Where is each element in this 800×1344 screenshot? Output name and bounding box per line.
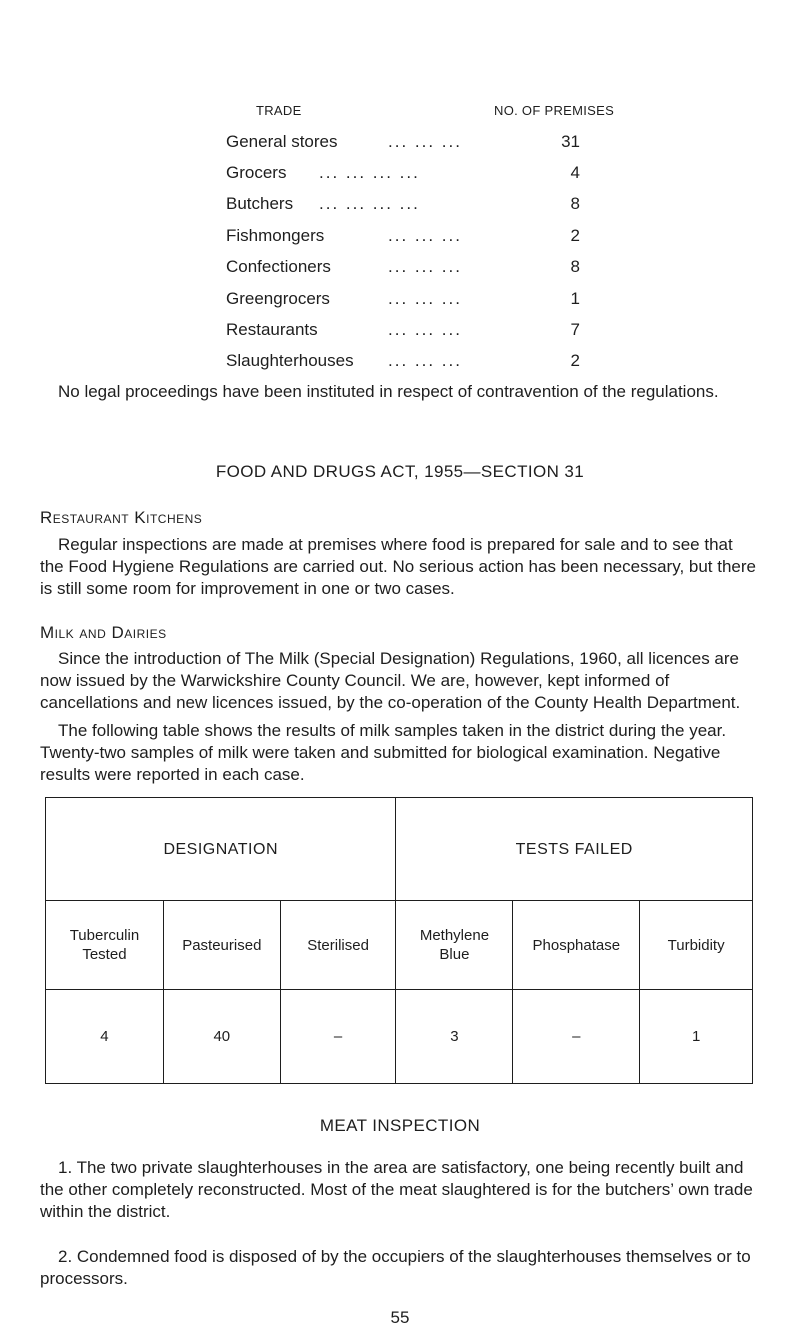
leader-dots: ... ... ... [388, 351, 462, 370]
phosphatase-value: – [513, 990, 640, 1084]
table-group-header-row [46, 798, 753, 901]
trade-row-count: 2 [570, 226, 580, 245]
trade-row-count: 4 [570, 163, 580, 182]
trade-row-count: 8 [570, 257, 580, 276]
premises-count-header: NO. OF PREMISES [494, 103, 615, 118]
methylene-blue-value: 3 [396, 990, 513, 1084]
trade-row-label: Restaurants [226, 320, 318, 339]
meat-item-2 [40, 1246, 760, 1290]
turbidity-value: 1 [640, 990, 753, 1084]
meat-item-2-text: 2. Condemned food is disposed of by the occupiers of the slaughterhouses themselves or to processors. [40, 1247, 751, 1288]
act-heading: FOOD AND DRUGS ACT, 1955—SECTION 31 [215, 462, 585, 481]
table-row [46, 990, 753, 1084]
leader-dots: ... ... ... [388, 257, 462, 276]
trade-row-label: Grocers [226, 163, 287, 182]
leader-dots: ... ... ... ... [319, 163, 420, 182]
sterilised-header: Sterilised [280, 901, 396, 990]
designation-group-header: DESIGNATION [46, 798, 396, 901]
tuberculin-tested-value: 4 [46, 990, 164, 1084]
trade-row-count: 8 [570, 194, 580, 213]
proceedings-note [40, 381, 760, 403]
tuberculin-tested-header: Tuberculin Tested [46, 901, 164, 990]
leader-dots: ... ... ... [388, 320, 462, 339]
trade-row-label: Confectioners [226, 257, 331, 276]
turbidity-header: Turbidity [640, 901, 753, 990]
methylene-blue-header: Methylene Blue [396, 901, 513, 990]
milk-samples-paragraph: The following table shows the results of milk samples taken in the district during the year. Twenty-two samples of milk were taken and submitted for biological examination. Negative results were reported in each case. [40, 721, 727, 784]
leader-dots: ... ... ... [388, 289, 462, 308]
leader-dots: ... ... ... [388, 132, 462, 151]
trade-row-label: Fishmongers [226, 226, 325, 245]
page-number: 55 [390, 1308, 410, 1327]
milk-dairies-heading: Milk and Dairies [40, 623, 167, 642]
leader-dots: ... ... ... ... [319, 194, 420, 213]
trade-row-count: 7 [570, 320, 580, 339]
trade-row-label: General stores [226, 132, 338, 151]
restaurant-kitchens-section [40, 534, 760, 600]
trade-row-count: 31 [561, 132, 580, 151]
trade-row-label: Greengrocers [226, 289, 330, 308]
tests-failed-group-header: TESTS FAILED [396, 798, 753, 901]
restaurant-kitchens-text: Regular inspections are made at premises where food is prepared for sale and to see that the Food Hygiene Regulations are carried out. No serious action has been necessary, but there is still some room for improvement in one or two cases. [40, 535, 756, 598]
meat-item-1 [40, 1157, 760, 1223]
pasteurised-header: Pasteurised [163, 901, 280, 990]
trade-row-count: 1 [570, 289, 580, 308]
pasteurised-value: 40 [163, 990, 280, 1084]
proceedings-note-text: No legal proceedings have been instituted in respect of contravention of the regulations. [58, 382, 719, 401]
restaurant-kitchens-heading: Restaurant Kitchens [40, 508, 203, 527]
sterilised-value: – [280, 990, 396, 1084]
meat-inspection-heading: MEAT INSPECTION [319, 1116, 481, 1135]
milk-dairies-section [40, 648, 760, 786]
leader-dots: ... ... ... [388, 226, 462, 245]
trade-row-count: 2 [570, 351, 580, 370]
trade-row-label: Slaughterhouses [226, 351, 354, 370]
table-column-header-row [46, 901, 753, 990]
milk-results-table [45, 797, 753, 1084]
trade-row-label: Butchers [226, 194, 294, 213]
meat-item-1-text: 1. The two private slaughterhouses in the area are satisfactory, one being recently built and the other completely reconstructed. Most of the meat slaughtered is for the butchers’ own trade within the district. [40, 1158, 753, 1221]
milk-licences-paragraph: Since the introduction of The Milk (Special Designation) Regulations, 1960, all licences are now issued by the Warwickshire County Council. We are, however, kept informed of cancellations and new licences issued, by the co-operation of the County Health Department. [40, 649, 741, 712]
trade-header: TRADE [256, 103, 302, 118]
phosphatase-header: Phosphatase [513, 901, 640, 990]
